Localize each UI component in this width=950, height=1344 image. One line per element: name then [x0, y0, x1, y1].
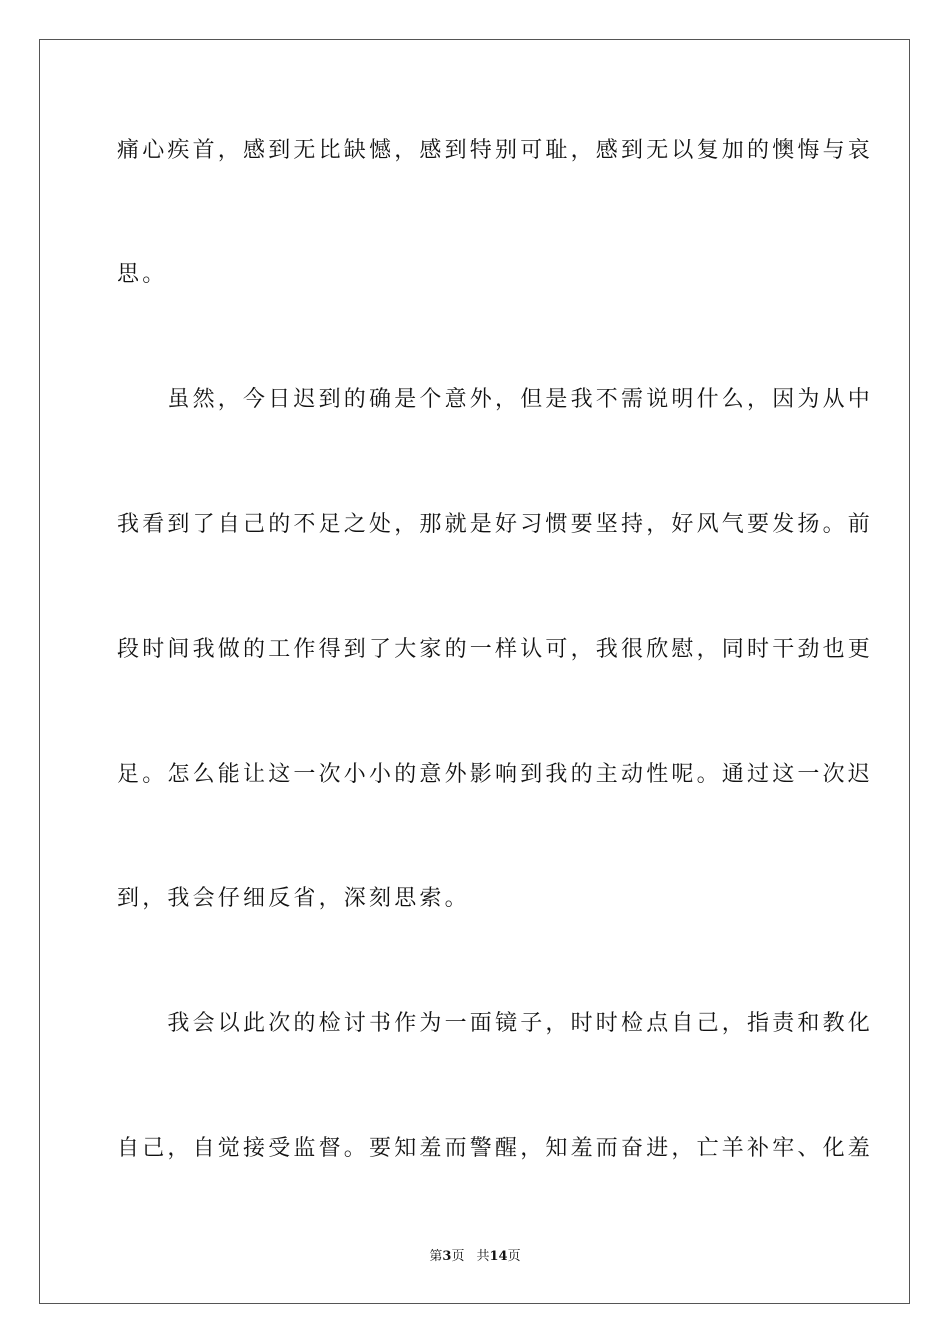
body-line: 足。怎么能让这一次小小的意外影响到我的主动性呢。通过这一次迟 [117, 762, 874, 787]
body-line: 痛心疾首，感到无比缺憾，感到特别可耻，感到无以复加的懊悔与哀 [117, 138, 874, 163]
page-label-suffix: 页 [451, 1249, 465, 1264]
total-label-suffix: 页 [507, 1249, 521, 1264]
page-label-prefix: 第 [429, 1249, 443, 1264]
total-pages: 14 [489, 1249, 508, 1264]
paragraph-start-line: 虽然，今日迟到的确是个意外，但是我不需说明什么，因为从中 [117, 387, 874, 412]
page-number: 3 [442, 1249, 452, 1264]
paragraph-start-line: 我会以此次的检讨书作为一面镜子，时时检点自己，指责和教化 [117, 1011, 874, 1036]
page-footer [0, 1248, 950, 1266]
body-line: 到，我会仔细反省，深刻思索。 [117, 886, 470, 911]
total-label-prefix: 共 [476, 1249, 490, 1264]
body-line: 思。 [117, 262, 168, 287]
body-line: 段时间我做的工作得到了大家的一样认可，我很欣慰，同时干劲也更 [117, 637, 874, 662]
body-line: 自己，自觉接受监督。要知羞而警醒，知羞而奋进，亡羊补牢、化羞 [117, 1136, 874, 1161]
body-line: 我看到了自己的不足之处，那就是好习惯要坚持，好风气要发扬。前 [117, 512, 874, 537]
page-border [39, 39, 910, 1304]
